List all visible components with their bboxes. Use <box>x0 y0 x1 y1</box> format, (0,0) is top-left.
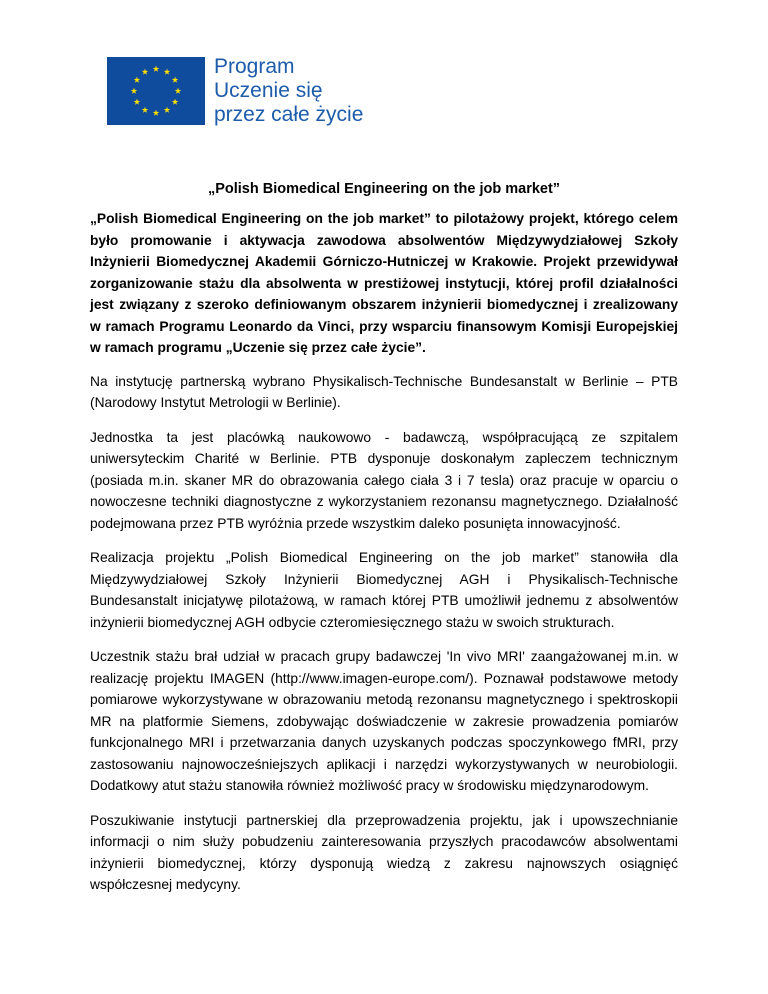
flag-star <box>172 99 178 105</box>
flag-star <box>153 110 159 116</box>
paragraph-internship-details: Uczestnik stażu brał udział w pracach grupy badawczej 'In vivo MRI' zaangażowanej m.in. w realizację projektu IMAGEN (http://www.imagen-europe.com/). Poznawał podstawowe metody pomiarowe wykorzystywane w obrazowaniu metodą rezonansu magnetycznego i spektroskopii MR na platformie Siemens, zdobywając doświadczenie w zakresie prowadzenia pomiarów funkcjonalnego MRI i przetwarzania danych uzyskanych podczas spoczynkowego fMRI, przy zastosowaniu najnowocześniejszych aplikacji i narzędzi wykorzystywanych w neurobiologii. Dodatkowy atut stażu stanowiła również możliwość pracy w środowisku międzynarodowym. <box>90 649 678 793</box>
flag-star <box>172 77 178 83</box>
flag-star <box>134 99 140 105</box>
flag-star <box>131 88 137 94</box>
flag-star <box>142 107 148 113</box>
document-title: „Polish Biomedical Engineering on the job market” <box>207 181 561 197</box>
flag-star <box>164 107 170 113</box>
document-body <box>90 208 678 909</box>
intro-paragraph: „Polish Biomedical Engineering on the job market” to pilotażowy projekt, którego celem było promowanie i aktywacja zawodowa absolwentów Międzywydziałowej Szkoły Inżynierii Biomedycznej Akademii Górniczo-Hutniczej w Krakowie. Projekt przewidywał zorganizowanie stażu dla absolwenta w prestiżowej instytucji, której profil działalności jest związany z szeroko definiowanym obszarem inżynierii biomedycznej i zrealizowany w ramach Programu Leonardo da Vinci, przy wsparciu finansowym Komisji Europejskiej w ramach programu „Uczenie się przez całe życie”. <box>90 211 678 355</box>
flag-star <box>142 69 148 75</box>
flag-star <box>164 69 170 75</box>
flag-star <box>153 66 159 72</box>
flag-star <box>134 77 140 83</box>
flag-star <box>175 88 181 94</box>
paragraph-partner-institution: Na instytucję partnerską wybrano Physikalisch-Technische Bundesanstalt w Berlinie – PTB (Narodowy Instytut Metrologii w Berlinie). <box>90 373 678 410</box>
paragraph-ptb-description: Jednostka ta jest placówką naukowowo - badawczą, współpracującą ze szpitalem uniwersyteckim Charité w Berlinie. PTB dysponuje doskonałym zapleczem technicznym (posiada m.in. skaner MR do obrazowania całego ciała 3 i 7 tesla) oraz pracuje w oparciu o nowoczesne techniki diagnostyczne z wykorzystaniem rezonansu magnetycznego. Działalność podejmowana przez PTB wyróżnia przede wszystkim daleko posunięta innowacyjność. <box>90 429 678 531</box>
paragraph-dissemination: Poszukiwanie instytucji partnerskiej dla przeprowadzenia projektu, jak i upowszechnianie informacji o nim służy pobudzeniu zainteresowania przyszłych pracodawców absolwentami inżynierii biomedycznej, którzy dysponują wiedzą z zakresu najnowszych osiągnięć współczesnej medycyny. <box>90 812 678 892</box>
eu-flag-icon <box>107 57 205 125</box>
program-logo <box>107 57 407 135</box>
paragraph-project-realization: Realizacja projektu „Polish Biomedical Engineering on the job market” stanowiła dla Międzywydziałowej Szkoły Inżynierii Biomedycznej AGH i Physikalisch-Technische Bundesanstalt inicjatywę pilotażową, w ramach której PTB umożliwił jednemu z absolwentów inżynierii biomedycznej AGH odbycie czteromiesięcznego stażu w swoich strukturach. <box>90 550 678 630</box>
logo-text <box>214 55 363 127</box>
logo-line-przez: przez całe życie <box>214 103 364 126</box>
logo-line-uczenie: Uczenie się <box>214 79 323 102</box>
logo-line-program: Program <box>214 55 295 78</box>
